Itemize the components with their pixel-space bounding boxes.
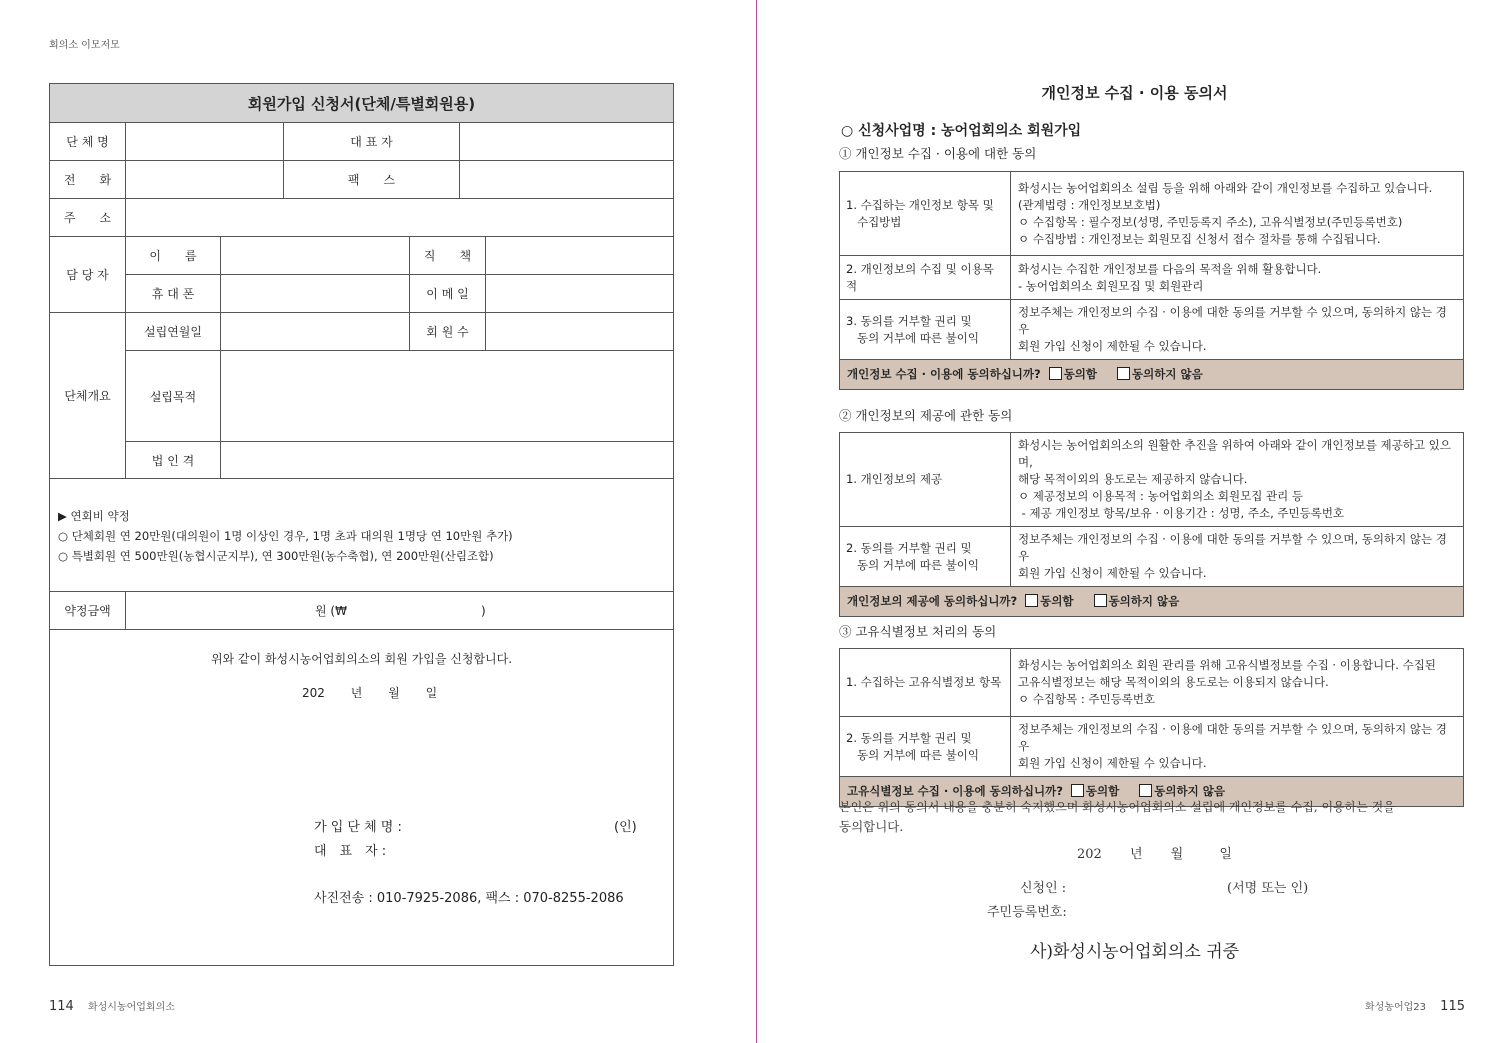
email-field[interactable] [486, 275, 673, 313]
mobile-label: 휴 대 폰 [126, 275, 221, 313]
running-header: 회의소 이모저모 [49, 40, 120, 51]
body-line: - 제공 개인정보 항목/보유 · 이용기간 : 성명, 주소, 주민등록번호 [1018, 506, 1345, 520]
row-body [1011, 172, 1464, 256]
business-name: ○ 신청사업명 : 농어업회의소 회원가입 [841, 123, 1082, 139]
rrn-label: 주민등록번호: [987, 905, 1067, 920]
disagree-label: 동의하지 않음 [1132, 367, 1203, 381]
body-line: 회원 가입 신청이 제한될 수 있습니다. [1018, 566, 1207, 580]
consent-table-3 [839, 648, 1464, 807]
label-text: 동의 거부에 따른 불이익 [846, 747, 980, 762]
body-line: 화성시는 농어업회의소의 원활한 추진을 위하여 아래와 같이 개인정보를 제공하고 있으며, [1018, 438, 1451, 469]
date-m: 월 [1170, 847, 1184, 862]
form-title: 회원가입 신청서(단체/특별회원용) [50, 84, 673, 123]
row-body [1011, 256, 1464, 300]
consent-question [840, 587, 1464, 617]
members-field[interactable] [486, 313, 673, 351]
label-text: 2. 동의를 거부할 권리 및 [846, 730, 972, 745]
row-label [840, 717, 1011, 777]
org-name-label: 단 체 명 [50, 123, 126, 161]
body-line: 화성시는 농어업회의소 회원 관리를 위해 고유식별정보를 수집 · 이용합니다. 수집된 [1018, 658, 1436, 672]
disagree-label: 동의하지 않음 [1108, 594, 1180, 608]
fee-title: ▶ 연회비 약정 [58, 509, 130, 523]
rep-field[interactable] [460, 123, 673, 161]
fee-line: ○ 단체회원 연 20만원(대의원이 1명 이상인 경우, 1명 초과 대의원 1명당 연 10만원 추가) [58, 529, 513, 543]
footer-right [1365, 998, 1465, 1014]
fax-label: 팩 스 [284, 161, 460, 199]
body-line: 화성시는 수집한 개인정보를 다음의 목적을 위해 활용합니다. [1018, 261, 1322, 276]
legal-label: 법 인 격 [126, 442, 221, 479]
address-label: 주 소 [50, 199, 126, 237]
row-body [1011, 433, 1464, 527]
address-field[interactable] [126, 199, 673, 237]
disagree-checkbox[interactable] [1117, 367, 1130, 380]
agree-label: 동의함 [1040, 594, 1074, 608]
agree-checkbox[interactable] [1025, 594, 1038, 607]
row-label: 1. 개인정보의 제공 [840, 433, 1011, 527]
fee-terms [50, 478, 673, 592]
phone-field[interactable] [126, 161, 284, 199]
agree-checkbox[interactable] [1071, 784, 1084, 797]
row-body [1011, 527, 1464, 587]
row-body [1011, 300, 1464, 360]
label-text: 동의 거부에 따른 불이익 [846, 557, 980, 572]
body-line: 정보주체는 개인정보의 수집 · 이용에 대한 동의를 거부할 수 있으며, 동의하지 않는 경우 [1018, 722, 1447, 753]
closing-line: 본인은 위의 동의서 내용을 충분히 숙지했으며 화성시농어업회의소 설립에 개인정보를 수집, 이용하는 것을 [839, 800, 1395, 814]
question-text: 개인정보 수집 · 이용에 동의하십니까? [847, 367, 1041, 381]
pledge-label: 약정금액 [50, 592, 126, 630]
footer-left [49, 998, 175, 1014]
consent-question [840, 360, 1464, 390]
disagree-checkbox[interactable] [1139, 784, 1152, 797]
date-m: 월 [388, 686, 400, 700]
contact-label: 담 당 자 [50, 237, 126, 313]
rep-label: 대 표 자 [284, 123, 460, 161]
row-body [1011, 649, 1464, 717]
consent-title: 개인정보 수집 · 이용 동의서 [1041, 84, 1228, 102]
agree-label: 동의함 [1063, 367, 1098, 381]
date-year: 202 [1077, 847, 1102, 862]
email-label: 이 메 일 [410, 275, 486, 313]
fee-line: ○ 특별회원 연 500만원(농협시군지부), 연 300만원(농수축협), 연 200만원(산림조합) [58, 549, 494, 563]
footer-text: 화성시농어업회의소 [87, 1002, 175, 1013]
label-text: 1. 수집하는 개인정보 항목 및 수집방법 [846, 197, 994, 229]
question-text: 고유식별정보 수집 · 이용에 동의하십니까? [847, 784, 1063, 798]
body-line: ㅇ 수집항목 : 필수정보(성명, 주민등록지 주소), 고유식별정보(주민등록번호) [1018, 214, 1403, 229]
consent-table-1 [839, 171, 1464, 390]
body-line: 고유식별정보는 해당 목적이외의 용도로는 이용되지 않습니다. [1018, 675, 1329, 689]
body-line: - 농어업회의소 회원모집 및 회원관리 [1018, 278, 1204, 293]
body-line: 정보주체는 개인정보의 수집 · 이용에 대한 동의를 거부할 수 있으며, 동의하지 않는 경우 [1018, 532, 1447, 563]
addressee: 사)화성시농어업회의소 귀중 [1029, 942, 1240, 962]
question-text: 개인정보의 제공에 동의하십니까? [847, 594, 1018, 608]
founded-label: 설립연월일 [126, 313, 221, 351]
row-body [1011, 717, 1464, 777]
date-line [302, 684, 437, 701]
name-field[interactable] [221, 237, 410, 275]
seal-mark: (인) [614, 820, 637, 835]
date-d: 일 [1219, 847, 1232, 862]
pledge-suffix: ) [481, 603, 486, 618]
consent-table-2 [839, 432, 1464, 617]
fax-field[interactable] [460, 161, 673, 199]
section-1-heading: ① 개인정보 수집 · 이용에 대한 동의 [839, 146, 1037, 161]
pledge-field[interactable] [126, 592, 673, 630]
body-line: 회원 가입 신청이 제한될 수 있습니다. [1018, 339, 1207, 353]
body-line: ㅇ 수집항목 : 주민등록번호 [1018, 692, 1156, 706]
body-line: (관계법령 : 개인정보보호법) [1018, 197, 1161, 212]
label-text: 동의 거부에 따른 불이익 [846, 330, 980, 345]
sign-hint: (서명 또는 인) [1227, 881, 1309, 896]
membership-form [49, 83, 674, 966]
date-year: 202 [302, 686, 325, 700]
date-d: 일 [425, 686, 438, 700]
row-label [840, 527, 1011, 587]
contact-line: 사진전송 : 010-7925-2086, 팩스 : 070-8255-2086 [314, 891, 624, 906]
body-line: 정보주체는 개인정보의 수집 · 이용에 대한 동의를 거부할 수 있으며, 동의하지 않는 경우 [1018, 305, 1447, 336]
disagree-checkbox[interactable] [1094, 594, 1107, 607]
body-line: ㅇ 수집방법 : 개인정보는 회원모집 신청서 접수 절차를 통해 수집됩니다. [1018, 231, 1381, 246]
org-sign-label: 가 입 단 체 명 : [314, 820, 402, 835]
date-y: 년 [350, 686, 363, 700]
agree-label: 동의함 [1085, 784, 1120, 798]
position-label: 직 책 [410, 237, 486, 275]
members-label: 회 원 수 [410, 313, 486, 351]
body-line: 화성시는 농어업회의소 설립 등을 위해 아래와 같이 개인정보를 수집하고 있습니다. [1018, 180, 1433, 195]
position-field[interactable] [486, 237, 673, 275]
overview-label: 단체개요 [50, 313, 126, 479]
rep-sign-label: 대 표 자 : [314, 844, 387, 859]
closing-statement [839, 797, 1469, 837]
row-label [840, 300, 1011, 360]
footer-text: 화성농어업23 [1365, 1002, 1427, 1013]
label-text: 2. 동의를 거부할 권리 및 [846, 540, 972, 555]
row-label: 2. 개인정보의 수집 및 이용목적 [840, 256, 1011, 300]
row-label: 1. 수집하는 고유식별정보 항목 [840, 649, 1011, 717]
founded-field[interactable] [221, 313, 410, 351]
right-page [757, 0, 1512, 1043]
pledge-prefix: 원 (₩ [315, 604, 347, 618]
body-line: 해당 목적이외의 용도로는 제공하지 않습니다. [1018, 472, 1248, 486]
closing-line: 동의합니다. [839, 819, 904, 834]
apply-text: 위와 같이 화성시농어업회의소의 회원 가입을 신청합니다. [210, 652, 513, 666]
applicant-label: 신청인 : [1020, 881, 1067, 896]
org-name-field[interactable] [126, 123, 284, 161]
page-number: 114 [49, 999, 74, 1014]
body-line: ㅇ 제공정보의 이용목적 : 농어업회의소 회원모집 관리 등 [1018, 489, 1303, 503]
purpose-label: 설립목적 [126, 351, 221, 442]
name-label: 이 름 [126, 237, 221, 275]
agree-checkbox[interactable] [1049, 367, 1062, 380]
row-label [840, 172, 1011, 256]
phone-label: 전 화 [50, 161, 126, 199]
label-text: 3. 동의를 거부할 권리 및 [846, 313, 972, 328]
consent-date [1077, 843, 1232, 862]
section-2-heading: ② 개인정보의 제공에 관한 동의 [839, 408, 1013, 423]
mobile-field[interactable] [221, 275, 410, 313]
disagree-label: 동의하지 않음 [1154, 784, 1225, 798]
section-3-heading: ③ 고유식별정보 처리의 동의 [839, 624, 997, 639]
legal-field[interactable] [221, 442, 673, 479]
body-line: 회원 가입 신청이 제한될 수 있습니다. [1018, 756, 1207, 770]
purpose-field[interactable] [221, 351, 673, 442]
date-y: 년 [1129, 847, 1143, 862]
page-number: 115 [1440, 999, 1465, 1014]
